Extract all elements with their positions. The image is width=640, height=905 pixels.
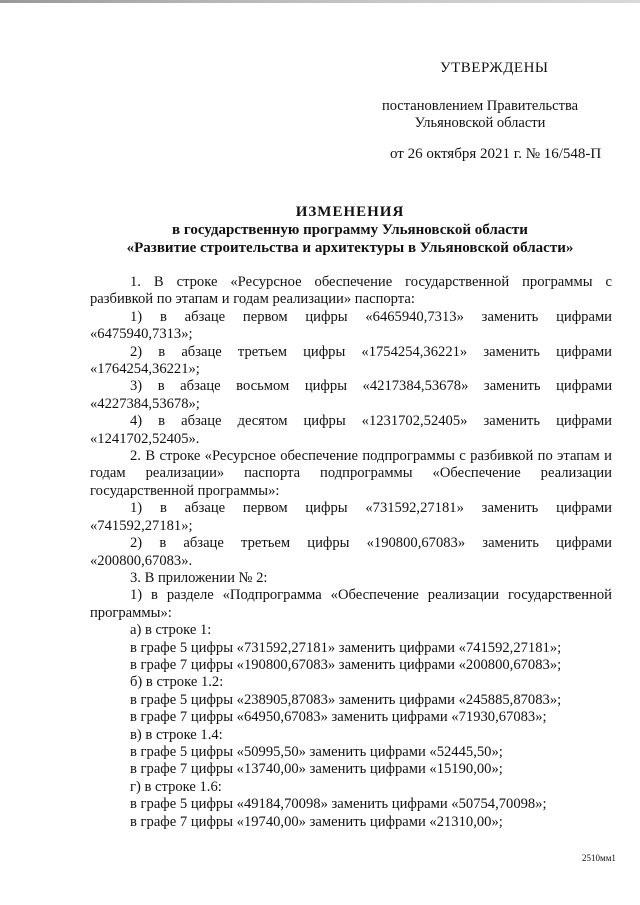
paragraph: в графе 7 цифры «19740,00» заменить цифрами «21310,00»; (130, 813, 503, 830)
decree-reference (330, 98, 630, 132)
paragraph: 2) в абзаце третьем цифры «190800,67083» заменить цифрами «200800,67083». (90, 535, 612, 569)
paragraph: в графе 7 цифры «190800,67083» заменить цифрами «200800,67083»; (130, 656, 562, 673)
paragraph: б) в строке 1.2: (130, 674, 224, 691)
paragraph: 1) в абзаце первом цифры «731592,27181» заменить цифрами «741592,27181»; (90, 500, 612, 534)
title-heading: ИЗМЕНЕНИЯ (295, 204, 405, 220)
paragraph: в графе 5 цифры «731592,27181» заменить цифрами «741592,27181»; (130, 639, 562, 656)
paragraph: 2) в абзаце третьем цифры «1754254,36221» заменить цифрами «1764254,36221»; (90, 343, 612, 378)
paragraph: в графе 7 цифры «64950,67083» заменить цифрами «71930,67083»; (130, 709, 547, 726)
paragraph: 3) в абзаце восьмом цифры «4217384,53678» заменить цифрами «4227384,53678»; (90, 378, 612, 412)
paragraph: 1. В строке «Ресурсное обеспечение государственной программы с разбивкой по этапам и годам реализации» паспорта: (90, 274, 612, 308)
document-body (90, 274, 612, 831)
title-line-2: «Развитие строительства и архитектуры в Ульяновской области» (126, 240, 574, 256)
decree-line-1: постановлением Правительства (381, 98, 579, 114)
decree-date: от 26 октября 2021 г. № 16/548-П (390, 146, 602, 162)
paragraph: 1) в абзаце первом цифры «6465940,7313» заменить цифрами «6475940,7313»; (90, 308, 612, 343)
paragraph: 2. В строке «Ресурсное обеспечение подпрограммы с разбивкой по этапам и годам реализации» паспорта подпрограммы «Обеспечение реализации государственной программы»: (90, 448, 612, 499)
paragraph: 3. В приложении № 2: (130, 569, 268, 586)
document-code: 2510мм1 (582, 853, 616, 863)
paragraph: в графе 7 цифры «13740,00» заменить цифрами «15190,00»; (130, 761, 503, 778)
approved-stamp: УТВЕРЖДЕНЫ (440, 60, 549, 76)
paragraph: 1) в разделе «Подпрограмма «Обеспечение реализации государственной программы»: (90, 587, 612, 621)
paragraph: в графе 5 цифры «238905,87083» заменить цифрами «245885,87083»; (130, 691, 562, 708)
scan-artifact (0, 0, 640, 3)
paragraph: в графе 5 цифры «49184,70098» заменить цифрами «50754,70098»; (130, 796, 547, 813)
paragraph: в) в строке 1.4: (130, 726, 223, 743)
paragraph: а) в строке 1: (130, 622, 212, 639)
paragraph: 4) в абзаце десятом цифры «1231702,52405» заменить цифрами «1241702,52405». (90, 413, 612, 447)
paragraph: в графе 5 цифры «50995,50» заменить цифрами «52445,50»; (130, 743, 503, 760)
document-title (90, 203, 610, 257)
title-line-1: в государственную программу Ульяновской области (172, 222, 528, 238)
paragraph: г) в строке 1.6: (130, 778, 222, 795)
decree-line-2: Ульяновской области (414, 115, 546, 131)
